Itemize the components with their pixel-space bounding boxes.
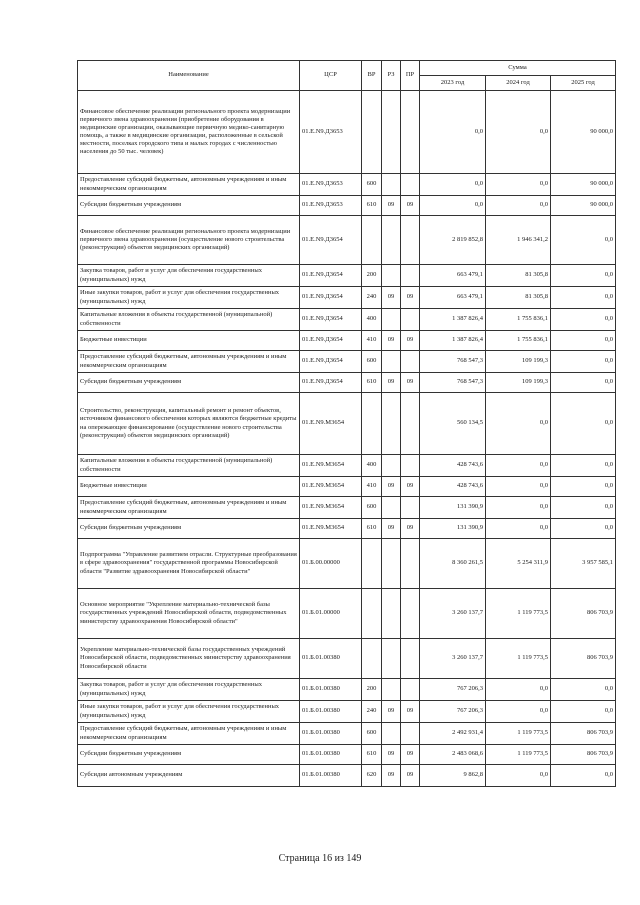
header-year-2023: 2023 год [420,76,486,91]
header-sum: Сумма [420,61,616,76]
row-vr: 600 [362,351,382,373]
row-vr: 610 [362,745,382,765]
row-name: Основное мероприятие "Укрепление материально-технической базы государственных учреждений Новосибирской области, подведомственных министерству здравоохранения Новосибирской области" [78,589,300,639]
row-value-2025: 806 703,9 [551,745,616,765]
row-value-2023: 3 260 137,7 [420,639,486,679]
row-value-2024: 1 119 773,5 [486,639,551,679]
row-name: Субсидии автономным учреждениям [78,765,300,787]
row-value-2024: 0,0 [486,497,551,519]
row-pr [401,539,420,589]
row-rz [382,723,401,745]
row-rz [382,309,401,331]
row-pr [401,174,420,196]
row-pr [401,265,420,287]
table-row [78,701,616,723]
row-rz [382,455,401,477]
header-year-2025: 2025 год [551,76,616,91]
row-value-2024: 1 119 773,5 [486,723,551,745]
row-vr: 240 [362,701,382,723]
table-row [78,265,616,287]
row-vr [362,393,382,455]
row-rz [382,174,401,196]
row-name: Предоставление субсидий бюджетным, автономным учреждениям и иным некоммерческим организациям [78,497,300,519]
row-value-2025: 0,0 [551,679,616,701]
row-pr [401,91,420,174]
row-rz: 09 [382,331,401,351]
header-name: Наименование [78,61,300,91]
row-value-2024: 0,0 [486,765,551,787]
table-row [78,216,616,265]
row-pr [401,679,420,701]
row-vr: 200 [362,679,382,701]
row-value-2023: 0,0 [420,174,486,196]
row-csr: 01.Е.N9.М3654 [300,477,362,497]
table-row [78,331,616,351]
row-rz [382,679,401,701]
row-value-2024: 109 199,3 [486,373,551,393]
row-pr [401,723,420,745]
table-row [78,174,616,196]
row-name: Финансовое обеспечение реализации регионального проекта модернизации первичного звена здравоохранения (осуществление нового строительства (реконструкции) объектов медицинских организаций) [78,216,300,265]
row-pr [401,216,420,265]
row-name: Предоставление субсидий бюджетным, автономным учреждениям и иным некоммерческим организациям [78,174,300,196]
row-name: Субсидии бюджетным учреждениям [78,745,300,765]
row-value-2024: 0,0 [486,701,551,723]
table-row [78,393,616,455]
row-pr: 09 [401,477,420,497]
row-rz [382,589,401,639]
table-row [78,745,616,765]
row-value-2023: 8 360 261,5 [420,539,486,589]
table-row [78,91,616,174]
row-vr: 400 [362,455,382,477]
row-rz: 09 [382,745,401,765]
row-pr [401,497,420,519]
row-value-2025: 0,0 [551,497,616,519]
row-value-2024: 0,0 [486,679,551,701]
row-value-2023: 560 134,5 [420,393,486,455]
row-value-2024: 1 755 836,1 [486,309,551,331]
row-pr: 09 [401,287,420,309]
row-csr: 01.Б.01.00380 [300,723,362,745]
row-value-2024: 81 305,8 [486,265,551,287]
row-csr: 01.Е.N9.Д3653 [300,91,362,174]
row-value-2023: 663 479,1 [420,287,486,309]
row-vr: 400 [362,309,382,331]
row-value-2023: 9 862,8 [420,765,486,787]
table-row [78,196,616,216]
row-pr: 09 [401,701,420,723]
row-pr: 09 [401,745,420,765]
row-value-2023: 2 492 931,4 [420,723,486,745]
row-pr: 09 [401,331,420,351]
row-pr [401,455,420,477]
row-pr [401,351,420,373]
row-value-2023: 767 206,3 [420,679,486,701]
row-vr: 600 [362,497,382,519]
table-row [78,519,616,539]
row-value-2025: 0,0 [551,701,616,723]
row-value-2024: 5 254 311,9 [486,539,551,589]
row-value-2023: 428 743,6 [420,477,486,497]
row-name: Укрепление материально-технической базы государственных учреждений Новосибирской области, подведомственных министерству здравоохранения Новосибирской области [78,639,300,679]
row-value-2024: 1 119 773,5 [486,589,551,639]
row-rz: 09 [382,701,401,723]
row-vr: 240 [362,287,382,309]
row-rz [382,265,401,287]
row-value-2023: 3 260 137,7 [420,589,486,639]
row-csr: 01.Е.N9.Д3654 [300,309,362,331]
table-header [78,61,616,91]
row-value-2025: 90 000,0 [551,196,616,216]
row-name: Бюджетные инвестиции [78,331,300,351]
row-pr: 09 [401,373,420,393]
row-csr: 01.Е.N9.Д3654 [300,287,362,309]
row-value-2025: 0,0 [551,351,616,373]
row-csr: 01.Е.N9.Д3654 [300,351,362,373]
row-name: Бюджетные инвестиции [78,477,300,497]
row-value-2023: 131 390,9 [420,497,486,519]
row-value-2023: 1 387 826,4 [420,309,486,331]
row-value-2024: 81 305,8 [486,287,551,309]
row-csr: 01.Е.N9.Д3654 [300,331,362,351]
row-vr: 200 [362,265,382,287]
row-value-2023: 428 743,6 [420,455,486,477]
table-row [78,373,616,393]
row-name: Капитальные вложения в объекты государственной (муниципальной) собственности [78,455,300,477]
header-pr: ПР [401,61,420,91]
row-value-2024: 109 199,3 [486,351,551,373]
row-value-2025: 0,0 [551,455,616,477]
budget-table [77,60,616,787]
row-value-2025: 90 000,0 [551,174,616,196]
row-csr: 01.Е.N9.М3654 [300,497,362,519]
row-pr: 09 [401,519,420,539]
row-value-2025: 0,0 [551,373,616,393]
row-value-2025: 0,0 [551,309,616,331]
row-csr: 01.Е.N9.Д3653 [300,174,362,196]
row-csr: 01.Б.01.00380 [300,701,362,723]
row-value-2023: 0,0 [420,91,486,174]
row-value-2023: 2 483 068,6 [420,745,486,765]
row-value-2023: 768 547,3 [420,373,486,393]
row-csr: 01.Е.N9.Д3653 [300,196,362,216]
row-pr: 09 [401,196,420,216]
row-vr: 610 [362,519,382,539]
row-value-2025: 806 703,9 [551,589,616,639]
row-value-2024: 0,0 [486,519,551,539]
row-vr: 620 [362,765,382,787]
row-vr: 600 [362,174,382,196]
row-vr [362,589,382,639]
row-value-2023: 768 547,3 [420,351,486,373]
row-vr [362,91,382,174]
row-value-2023: 663 479,1 [420,265,486,287]
row-value-2025: 0,0 [551,393,616,455]
page-number: Страница 16 из 149 [278,853,362,864]
row-rz [382,393,401,455]
table-row [78,309,616,331]
row-value-2025: 0,0 [551,765,616,787]
row-csr: 01.Б.01.00380 [300,679,362,701]
row-csr: 01.Б.01.00380 [300,765,362,787]
row-name: Субсидии бюджетным учреждениям [78,196,300,216]
row-value-2025: 806 703,9 [551,723,616,745]
table-row [78,351,616,373]
row-vr: 410 [362,331,382,351]
row-rz: 09 [382,196,401,216]
row-value-2024: 0,0 [486,455,551,477]
row-value-2025: 90 000,0 [551,91,616,174]
row-rz: 09 [382,373,401,393]
table-row [78,723,616,745]
row-csr: 01.Б.01.00000 [300,589,362,639]
row-value-2025: 3 957 585,1 [551,539,616,589]
row-value-2025: 806 703,9 [551,639,616,679]
row-pr [401,639,420,679]
row-name: Подпрограмма "Управление развитием отрасли. Структурные преобразования в сфере здравоохранения" государственной программы Новосибирской области "Развитие здравоохранения Новосибирской области" [78,539,300,589]
row-name: Предоставление субсидий бюджетным, автономным учреждениям и иным некоммерческим организациям [78,351,300,373]
row-name: Закупка товаров, работ и услуг для обеспечения государственных (муниципальных) нужд [78,265,300,287]
row-rz [382,351,401,373]
row-value-2023: 767 206,3 [420,701,486,723]
row-rz: 09 [382,287,401,309]
row-value-2024: 0,0 [486,477,551,497]
row-value-2025: 0,0 [551,265,616,287]
row-csr: 01.Б.01.00380 [300,745,362,765]
row-rz: 09 [382,519,401,539]
table-row [78,477,616,497]
row-name: Иные закупки товаров, работ и услуг для обеспечения государственных (муниципальных) нужд [78,701,300,723]
table-row [78,589,616,639]
row-value-2023: 1 387 826,4 [420,331,486,351]
row-value-2024: 0,0 [486,393,551,455]
row-csr: 01.Е.N9.М3654 [300,519,362,539]
row-name: Финансовое обеспечение реализации регионального проекта модернизации первичного звена здравоохранения (приобретение оборудования в медицинские организации, оказывающие первичную медико-санитарную помощь, а также в медицинские организации, расположенные в сельской местности, поселках городского типа и малых городах с численностью населения до 50 тыс. человек) [78,91,300,174]
row-csr: 01.Е.N9.М3654 [300,393,362,455]
row-name: Строительство, реконструкция, капитальный ремонт и ремонт объектов, источником финансового обеспечения которых являются бюджетные кредиты на опережающее финансирование (осуществление нового строительства (реконструкции) объектов медицинских организаций) [78,393,300,455]
header-csr: ЦСР [300,61,362,91]
row-value-2023: 0,0 [420,196,486,216]
row-value-2024: 0,0 [486,196,551,216]
row-rz [382,216,401,265]
row-csr: 01.Б.00.00000 [300,539,362,589]
row-value-2025: 0,0 [551,477,616,497]
row-value-2024: 1 119 773,5 [486,745,551,765]
row-value-2025: 0,0 [551,519,616,539]
row-pr: 09 [401,765,420,787]
table-row [78,497,616,519]
header-rz: РЗ [382,61,401,91]
row-rz [382,91,401,174]
row-vr: 610 [362,373,382,393]
row-csr: 01.Е.N9.Д3654 [300,373,362,393]
table-row [78,765,616,787]
row-name: Закупка товаров, работ и услуг для обеспечения государственных (муниципальных) нужд [78,679,300,701]
row-value-2024: 1 946 341,2 [486,216,551,265]
table-row [78,679,616,701]
row-vr: 600 [362,723,382,745]
row-csr: 01.Е.N9.Д3654 [300,216,362,265]
row-value-2024: 0,0 [486,91,551,174]
row-vr: 410 [362,477,382,497]
row-pr [401,309,420,331]
row-rz: 09 [382,477,401,497]
row-name: Капитальные вложения в объекты государственной (муниципальной) собственности [78,309,300,331]
row-csr: 01.Е.N9.Д3654 [300,265,362,287]
row-name: Субсидии бюджетным учреждениям [78,519,300,539]
row-vr [362,639,382,679]
table-row [78,539,616,589]
table-body [78,91,616,787]
row-pr [401,393,420,455]
row-vr [362,216,382,265]
row-vr: 610 [362,196,382,216]
row-csr: 01.Е.N9.М3654 [300,455,362,477]
row-value-2023: 131 390,9 [420,519,486,539]
row-rz [382,497,401,519]
row-value-2025: 0,0 [551,287,616,309]
row-vr [362,539,382,589]
row-rz [382,539,401,589]
row-value-2025: 0,0 [551,331,616,351]
row-name: Субсидии бюджетным учреждениям [78,373,300,393]
row-name: Предоставление субсидий бюджетным, автономным учреждениям и иным некоммерческим организациям [78,723,300,745]
row-pr [401,589,420,639]
header-vr: ВР [362,61,382,91]
row-rz [382,639,401,679]
row-value-2024: 1 755 836,1 [486,331,551,351]
row-name: Иные закупки товаров, работ и услуг для обеспечения государственных (муниципальных) нужд [78,287,300,309]
table-row [78,639,616,679]
row-value-2024: 0,0 [486,174,551,196]
table-row [78,287,616,309]
row-value-2025: 0,0 [551,216,616,265]
header-year-2024: 2024 год [486,76,551,91]
row-rz: 09 [382,765,401,787]
table-row [78,455,616,477]
row-csr: 01.Б.01.00380 [300,639,362,679]
row-value-2023: 2 819 852,8 [420,216,486,265]
